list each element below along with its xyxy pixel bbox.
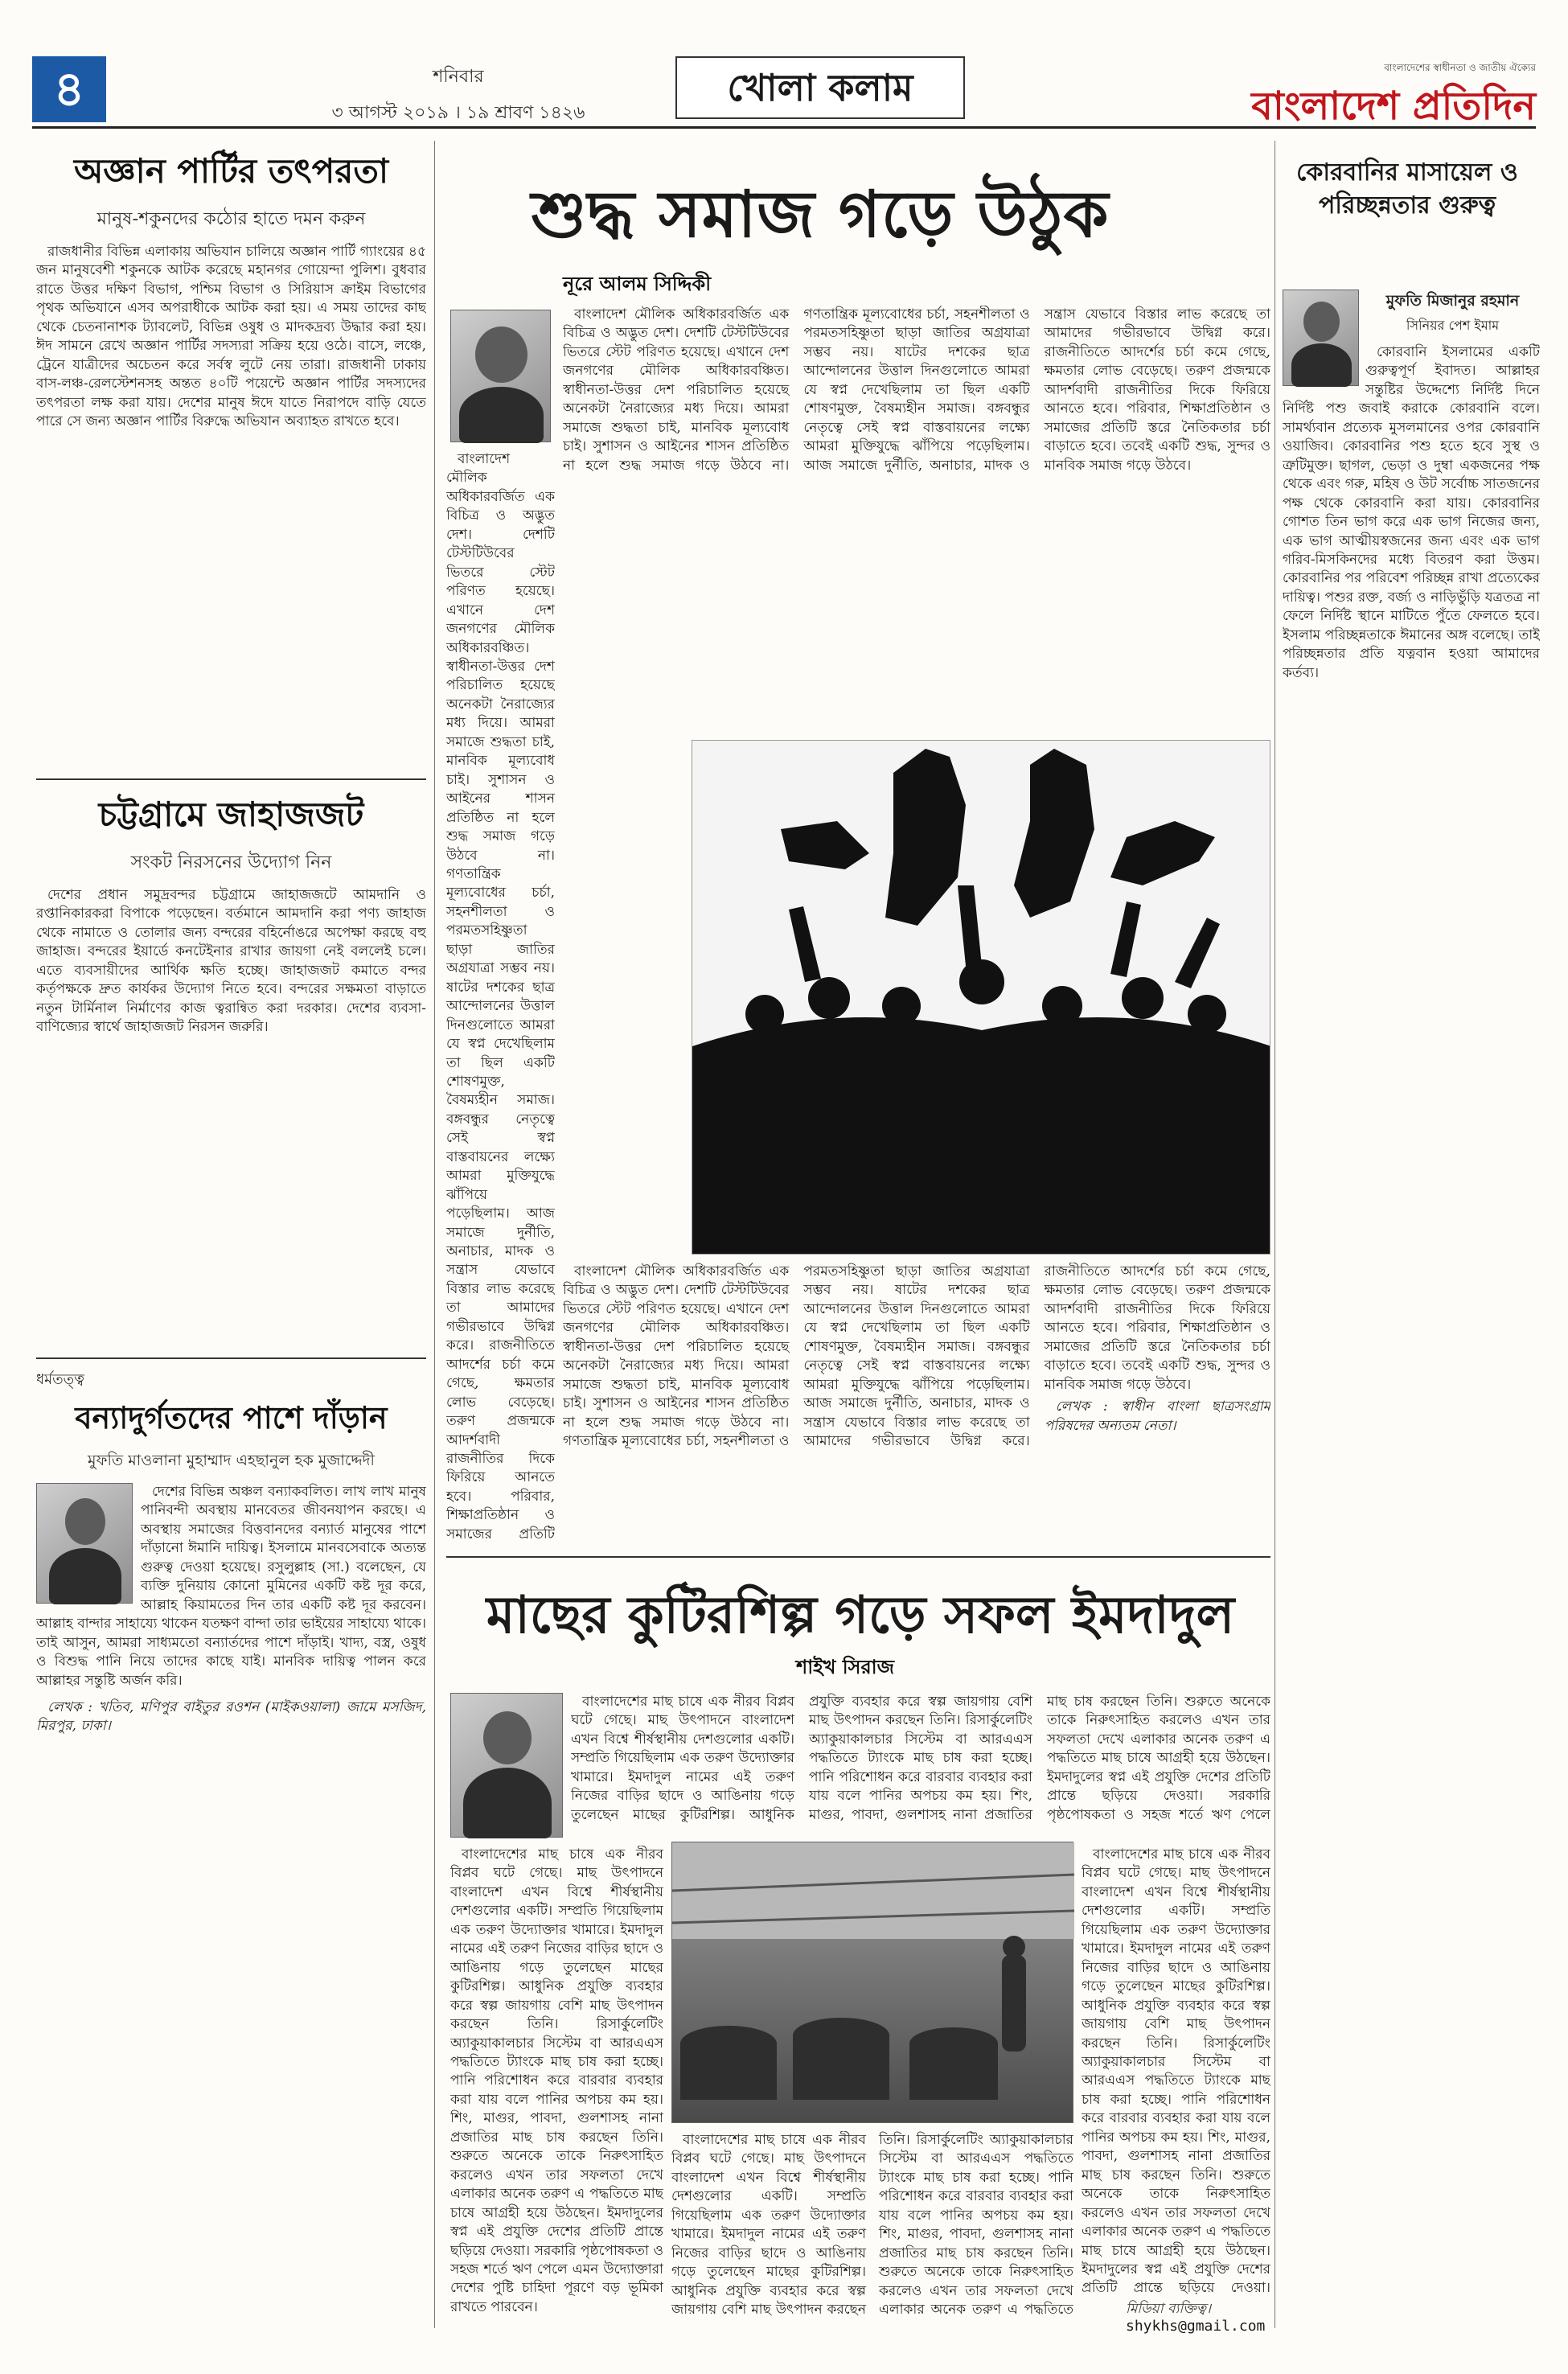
masthead-tagline: বাংলাদেশের স্বাধীনতা ও জাতীয় ঐক্যের: [1384, 62, 1536, 73]
fish-body-left: [450, 1846, 663, 2328]
author-photo: [450, 1693, 563, 1838]
editorial-1-title: অজ্ঞান পার্টির তৎপরতা: [73, 151, 389, 191]
author-photo: [450, 310, 551, 442]
side-author: মুফতি মিজানুর রহমান: [1385, 292, 1520, 310]
religion-tag: ধর্মতত্ত্ব: [36, 1371, 84, 1388]
fish-body-bottom: [671, 2131, 1073, 2328]
page-header: [32, 56, 1536, 129]
editorial-2-title: চট্টগ্রামে জাহাজজট: [98, 795, 364, 834]
fish-body: বাংলাদেশের মাছ চাষে এক নীরব বিপ্লব ঘটে গেছে। মাছ উৎপাদনে বাংলাদেশ এখন বিশ্বে শীর্ষস্থানীয় দেশগুলোর একটি। সম্প্রতি গিয়েছিলাম এক তরুণ উদ্যোক্তার খামারে। ইমদাদুল নামের এই তরুণ নিজের বাড়ির ছাদে ও আঙিনায় গড়ে তুলেছেন মাছের কুটিরশিল্প। আধুনিক প্রযুক্তি ব্যবহার করে স্বল্প জায়গায় বেশি মাছ উৎপাদন করছেন তিনি। রিসার্কুলেটিং অ্যাকুয়াকালচার সিস্টেম বা আরএএস পদ্ধতিতে ট্যাংকে মাছ চাষ করা হচ্ছে। পানি পরিশোধন করে বারবার ব্যবহার করা যায় বলে পানির অপচয় কম হয়। শিং, মাগুর, পাবদা, গুলশাসহ নানা প্রজাতির মাছ চাষ করছেন তিনি। শুরুতে অনেকে তাকে নিরুৎসাহিত করলেও এখন তার সফলতা দেখে এলাকার অনেক তরুণ এ পদ্ধতিতে মাছ চাষে আগ্রহী হয়ে উঠছেন। ইমদাদুলের স্বপ্ন এই প্রযুক্তি দেশের প্রতিটি প্রান্তে ছড়িয়ে দেওয়া। সরকারি পৃষ্ঠপোষকতা ও সহজ শর্তে ঋণ পেলে: [571, 1694, 1270, 1823]
editorial-1-subtitle: মানুষ-শকুনদের কঠোর হাতে দমন করুন: [96, 209, 366, 229]
editorial-2-body: দেশের প্রধান সমুদ্রবন্দর চট্টগ্রামে জাহাজজটে আমদানি ও রপ্তানিকারকরা বিপাকে পড়েছেন। বর্তমানে আমদানি করা পণ্য জাহাজ থেকে নামাতে ও তোলার জন্য বন্দরের বহির্নোঙরে অপেক্ষা করছে বহু জাহাজ। বন্দরের ইয়ার্ডে কনটেইনার রাখার জায়গা নেই বললেই চলে। এতে ব্যবসায়ীদের আর্থিক ক্ষতি হচ্ছে। জাহাজজট কমাতে বন্দর কর্তৃপক্ষকে দ্রুত কার্যকর উদ্যোগ নিতে হবে। বন্দরের সক্ষমতা বাড়াতে নতুন টার্মিনাল নির্মাণের কাজ ত্বরান্বিত করা দরকার। দেশের ব্যবসা-বাণিজ্যের স্বার্থে জাহাজজট নিরসন জরুরি।: [36, 887, 426, 1036]
fish-tanks-image: [672, 1842, 1074, 2124]
main-illustration: [692, 740, 1270, 1255]
author-photo: [1283, 290, 1359, 386]
fish-headline: মাছের কুটিরশিল্প গড়ে সফল ইমদাদুল: [486, 1586, 1235, 1645]
main-footnote: লেখক : স্বাধীন বাংলা ছাত্রসংগ্রাম পরিষদের অন্যতম নেতা।: [1044, 1399, 1270, 1434]
religion-author: মুফতি মাওলানা মুহাম্মাদ এহছানুল হক মুজাদ্দেদী: [88, 1452, 375, 1469]
dateline-day: শনিবার: [433, 67, 484, 87]
religion-body: দেশের বিভিন্ন অঞ্চল বন্যাকবলিত। লাখ লাখ মানুষ পানিবন্দী অবস্থায় মানবেতর জীবনযাপন করছে। এ অবস্থায় সমাজের বিত্তবানদের বন্যার্ত মানুষের পাশে দাঁড়ানো ঈমানি দায়িত্ব। ইসলামে মানবসেবাকে অত্যন্ত গুরুত্ব দেওয়া হয়েছে। রসুলুল্লাহ (সা.) বলেছেন, যে ব্যক্তি দুনিয়ায় কোনো মুমিনের একটি কষ্ট দূর করে, আল্লাহ কিয়ামতের দিন তার একটি কষ্ট দূর করবেন। আল্লাহ বান্দার সাহায্যে থাকেন যতক্ষণ বান্দা তার ভাইয়ের সাহায্যে থাকে। তাই আসুন, আমরা সাধ্যমতো বন্যার্তদের পাশে দাঁড়াই। খাদ্য, বস্ত্র, ওষুধ ও বিশুদ্ধ পানি নিয়ে তাদের কাছে যাই। মানবিক দায়িত্ব পালন করে আল্লাহর সন্তুষ্টি অর্জন করি।: [36, 1484, 426, 1689]
masthead-logo: বাংলাদেশ প্রতিদিন: [1251, 84, 1536, 129]
religion-footnote: লেখক : খতিব, মণিপুর বাইতুর রওশন (মাইকওয়ালা) জামে মসজিদ, মিরপুর, ঢাকা।: [36, 1698, 426, 1735]
section-divider: [36, 778, 426, 780]
main-article-body-top: [563, 306, 1270, 732]
page-number: ৪: [32, 56, 106, 122]
section-title: খোলা কলাম: [675, 56, 965, 119]
side-headline: কোরবানির মাসায়েল ও পরিচ্ছন্নতার গুরুত্ব: [1296, 158, 1518, 220]
fish-body-top: [571, 1693, 1270, 1830]
fish-body-cont3: বাংলাদেশের মাছ চাষে এক নীরব বিপ্লব ঘটে গেছে। মাছ উৎপাদনে বাংলাদেশ এখন বিশ্বে শীর্ষস্থানীয় দেশগুলোর একটি। সম্প্রতি গিয়েছিলাম এক তরুণ উদ্যোক্তার খামারে। ইমদাদুল নামের এই তরুণ নিজের বাড়ির ছাদে ও আঙিনায় গড়ে তুলেছেন মাছের কুটিরশিল্প। আধুনিক প্রযুক্তি ব্যবহার করে স্বল্প জায়গায় বেশি মাছ উৎপাদন করছেন তিনি। রিসার্কুলেটিং অ্যাকুয়াকালচার সিস্টেম বা আরএএস পদ্ধতিতে ট্যাংকে মাছ চাষ করা হচ্ছে। পানি পরিশোধন করে বারবার ব্যবহার করা যায় বলে পানির অপচয় কম হয়। শিং, মাগুর, পাবদা, গুলশাসহ নানা প্রজাতির মাছ চাষ করছেন তিনি। শুরুতে অনেকে তাকে নিরুৎসাহিত করলেও এখন তার সফলতা দেখে এলাকার অনেক তরুণ এ পদ্ধতিতে: [671, 2132, 1073, 2319]
hands-crowd-illustration: [692, 741, 1270, 1255]
religion-title: বন্যাদুর্গতদের পাশে দাঁড়ান: [75, 1400, 388, 1435]
fish-body-cont2: বাংলাদেশের মাছ চাষে এক নীরব বিপ্লব ঘটে গেছে। মাছ উৎপাদনে বাংলাদেশ এখন বিশ্বে শীর্ষস্থানীয় দেশগুলোর একটি। সম্প্রতি গিয়েছিলাম এক তরুণ উদ্যোক্তার খামারে। ইমদাদুল নামের এই তরুণ নিজের বাড়ির ছাদে ও আঙিনায় গড়ে তুলেছেন মাছের কুটিরশিল্প। আধুনিক প্রযুক্তি ব্যবহার করে স্বল্প জায়গায় বেশি মাছ উৎপাদন করছেন তিনি। রিসার্কুলেটিং অ্যাকুয়াকালচার সিস্টেম বা আরএএস পদ্ধতিতে ট্যাংকে মাছ চাষ করা হচ্ছে। পানি পরিশোধন করে বারবার ব্যবহার করা যায় বলে পানির অপচয় কম হয়। শিং, মাগুর, পাবদা, গুলশাসহ নানা প্রজাতির মাছ চাষ করছেন তিনি। শুরুতে অনেকে তাকে নিরুৎসাহিত করলেও এখন তার সফলতা দেখে এলাকার অনেক তরুণ এ পদ্ধতিতে মাছ চাষে আগ্রহী হয়ে উঠছেন। ইমদাদুলের স্বপ্ন এই প্রযুক্তি দেশের প্রতিটি প্রান্তে ছড়িয়ে দেওয়া।: [1082, 1846, 1270, 2296]
main-article-body-end: বাংলাদেশ মৌলিক অধিকারবর্জিত এক বিচিত্র ও অদ্ভুত দেশ। দেশটি টেস্টটিউবের ভিতরে স্টেট পরিণত হয়েছে। এখানে দেশ জনগণের মৌলিক অধিকারবঞ্চিত। স্বাধীনতা-উত্তর দেশ পরিচালিত হয়েছে অনেকটা নৈরাজ্যের মধ্য দিয়ে। আমরা সমাজে শুদ্ধতা চাই, মানবিক মূল্যবোধ চাই। সুশাসন ও আইনের শাসন প্রতিষ্ঠিত না হলে শুদ্ধ সমাজ গড়ে উঠবে না। গণতান্ত্রিক মূল্যবোধের চর্চা, সহনশীলতা ও পরমতসহিষ্ণুতা ছাড়া জাতির অগ্রযাত্রা সম্ভব নয়। ষাটের দশকের ছাত্র আন্দোলনের উত্তাল দিনগুলোতে আমরা যে স্বপ্ন দেখেছিলাম তা ছিল একটি শোষণমুক্ত, বৈষম্যহীন সমাজ। বঙ্গবন্ধুর নেতৃত্বে সেই স্বপ্ন বাস্তবায়নের লক্ষ্যে আমরা মুক্তিযুদ্ধে ঝাঁপিয়ে পড়েছিলাম। আজ সমাজে দুর্নীতি, অনাচার, মাদক ও সন্ত্রাস যেভাবে বিস্তার লাভ করেছে তা আমাদের গভীরভাবে উদ্বিগ্ন করে। রাজনীতিতে আদর্শের চর্চা কমে গেছে, ক্ষমতার লোভ বেড়েছে। তরুণ প্রজন্মকে আদর্শবাদী রাজনীতির দিকে ফিরিয়ে আনতে হবে। পরিবার, শিক্ষাপ্রতিষ্ঠান ও সমাজের প্রতিটি স্তরে নৈতিকতার চর্চা বাড়াতে হবে। তবেই একটি শুদ্ধ, সুন্দর ও মানবিক সমাজ গড়ে উঠবে।: [563, 1263, 1270, 1450]
editorial-1: [36, 145, 426, 772]
author-photo: [36, 1483, 133, 1604]
dateline-date: ৩ আগস্ট ২০১৯ । ১৯ শ্রাবণ ১৪২৬: [331, 103, 585, 123]
dateline: [298, 63, 619, 129]
fish-footnote: মিডিয়া ব্যক্তিত্ব।: [1126, 2301, 1211, 2317]
main-byline: নূরে আলম সিদ্দিকী: [563, 273, 712, 295]
fish-byline: শাইখ সিরাজ: [796, 1656, 895, 1678]
fish-body-cont: বাংলাদেশের মাছ চাষে এক নীরব বিপ্লব ঘটে গেছে। মাছ উৎপাদনে বাংলাদেশ এখন বিশ্বে শীর্ষস্থানীয় দেশগুলোর একটি। সম্প্রতি গিয়েছিলাম এক তরুণ উদ্যোক্তার খামারে। ইমদাদুল নামের এই তরুণ নিজের বাড়ির ছাদে ও আঙিনায় গড়ে তুলেছেন মাছের কুটিরশিল্প। আধুনিক প্রযুক্তি ব্যবহার করে স্বল্প জায়গায় বেশি মাছ উৎপাদন করছেন তিনি। রিসার্কুলেটিং অ্যাকুয়াকালচার সিস্টেম বা আরএএস পদ্ধতিতে ট্যাংকে মাছ চাষ করা হচ্ছে। পানি পরিশোধন করে বারবার ব্যবহার করা যায় বলে পানির অপচয় কম হয়। শিং, মাগুর, পাবদা, গুলশাসহ নানা প্রজাতির মাছ চাষ করছেন তিনি। শুরুতে অনেকে তাকে নিরুৎসাহিত করলেও এখন তার সফলতা দেখে এলাকার অনেক তরুণ এ পদ্ধতিতে মাছ চাষে আগ্রহী হয়ে উঠছেন। ইমদাদুলের স্বপ্ন এই প্রযুক্তি দেশের প্রতিটি প্রান্তে ছড়িয়ে দেওয়া। সরকারি পৃষ্ঠপোষকতা ও সহজ শর্তে ঋণ পেলে এমন উদ্যোক্তারা দেশের পুষ্টি চাহিদা পূরণে বড় ভূমিকা রাখতে পারবেন।: [450, 1846, 663, 2315]
section-divider: [36, 1357, 426, 1359]
religion-article: [36, 1363, 426, 2328]
side-body: কোরবানি ইসলামের একটি গুরুত্বপূর্ণ ইবাদত। আল্লাহর সন্তুষ্টির উদ্দেশ্যে নির্দিষ্ট দিনে নির্দিষ্ট পশু জবাই করাকে কোরবানি বলে। সামর্থ্যবান প্রত্যেক মুসলমানের ওপর কোরবানি ওয়াজিব। কোরবানির পশু হতে হবে সুস্থ ও ত্রুটিমুক্ত। ছাগল, ভেড়া ও দুম্বা একজনের পক্ষ থেকে এবং গরু, মহিষ ও উট সর্বোচ্চ সাতজনের পক্ষ থেকে কোরবানি করা যায়। কোরবানির গোশত তিন ভাগ করে এক ভাগ নিজের জন্য, এক ভাগ আত্মীয়স্বজনের জন্য এবং এক ভাগ গরিব-মিসকিনদের মধ্যে বিতরণ করা উত্তম। কোরবানির পর পরিবেশ পরিচ্ছন্ন রাখা প্রত্যেকের দায়িত্ব। পশুর রক্ত, বর্জ্য ও নাড়িভুঁড়ি যত্রতত্র না ফেলে নির্দিষ্ট স্থানে মাটিতে পুঁতে ফেলতে হবে। ইসলাম পরিচ্ছন্নতাকে ঈমানের অঙ্গ বলেছে। তাই পরিচ্ছন্নতার প্রতি যত্নবান হওয়া আমাদের কর্তব্য।: [1283, 344, 1540, 681]
editorial-2: [36, 788, 426, 1351]
main-article-body-cont: বাংলাদেশ মৌলিক অধিকারবর্জিত এক বিচিত্র ও অদ্ভুত দেশ। দেশটি টেস্টটিউবের ভিতরে স্টেট পরিণত হয়েছে। এখানে দেশ জনগণের মৌলিক অধিকারবঞ্চিত। স্বাধীনতা-উত্তর দেশ পরিচালিত হয়েছে অনেকটা নৈরাজ্যের মধ্য দিয়ে। আমরা সমাজে শুদ্ধতা চাই, মানবিক মূল্যবোধ চাই। সুশাসন ও আইনের শাসন প্রতিষ্ঠিত না হলে শুদ্ধ সমাজ গড়ে উঠবে না। গণতান্ত্রিক মূল্যবোধের চর্চা, সহনশীলতা ও পরমতসহিষ্ণুতা ছাড়া জাতির অগ্রযাত্রা সম্ভব নয়। ষাটের দশকের ছাত্র আন্দোলনের উত্তাল দিনগুলোতে আমরা যে স্বপ্ন দেখেছিলাম তা ছিল একটি শোষণমুক্ত, বৈষম্যহীন সমাজ। বঙ্গবন্ধুর নেতৃত্বে সেই স্বপ্ন বাস্তবায়নের লক্ষ্যে আমরা মুক্তিযুদ্ধে ঝাঁপিয়ে পড়েছিলাম। আজ সমাজে দুর্নীতি, অনাচার, মাদক ও সন্ত্রাস যেভাবে বিস্তার লাভ করেছে তা আমাদের গভীরভাবে উদ্বিগ্ন করে। রাজনীতিতে আদর্শের চর্চা কমে গেছে, ক্ষমতার লোভ বেড়েছে। তরুণ প্রজন্মকে আদর্শবাদী রাজনীতির দিকে ফিরিয়ে আনতে হবে। পরিবার, শিক্ষাপ্রতিষ্ঠান ও সমাজের প্রতিটি: [446, 451, 555, 1542]
main-article-body: বাংলাদেশ মৌলিক অধিকারবর্জিত এক বিচিত্র ও অদ্ভুত দেশ। দেশটি টেস্টটিউবের ভিতরে স্টেট পরিণত হয়েছে। এখানে দেশ জনগণের মৌলিক অধিকারবঞ্চিত। স্বাধীনতা-উত্তর দেশ পরিচালিত হয়েছে অনেকটা নৈরাজ্যের মধ্য দিয়ে। আমরা সমাজে শুদ্ধতা চাই, মানবিক মূল্যবোধ চাই। সুশাসন ও আইনের শাসন প্রতিষ্ঠিত না হলে শুদ্ধ সমাজ গড়ে উঠবে না। গণতান্ত্রিক মূল্যবোধের চর্চা, সহনশীলতা ও পরমতসহিষ্ণুতা ছাড়া জাতির অগ্রযাত্রা সম্ভব নয়। ষাটের দশকের ছাত্র আন্দোলনের উত্তাল দিনগুলোতে আমরা যে স্বপ্ন দেখেছিলাম তা ছিল একটি শোষণমুক্ত, বৈষম্যহীন সমাজ। বঙ্গবন্ধুর নেতৃত্বে সেই স্বপ্ন বাস্তবায়নের লক্ষ্যে আমরা মুক্তিযুদ্ধে ঝাঁপিয়ে পড়েছিলাম। আজ সমাজে দুর্নীতি, অনাচার, মাদক ও সন্ত্রাস যেভাবে বিস্তার লাভ করেছে তা আমাদের গভীরভাবে উদ্বিগ্ন করে। রাজনীতিতে আদর্শের চর্চা কমে গেছে, ক্ষমতার লোভ বেড়েছে। তরুণ প্রজন্মকে আদর্শবাদী রাজনীতির দিকে ফিরিয়ে আনতে হবে। পরিবার, শিক্ষাপ্রতিষ্ঠান ও সমাজের প্রতিটি স্তরে নৈতিকতার চর্চা বাড়াতে হবে। তবেই একটি শুদ্ধ, সুন্দর ও মানবিক সমাজ গড়ে উঠবে।: [563, 306, 1270, 474]
fish-farm-photo: [671, 1842, 1073, 2123]
section-divider: [446, 1556, 1270, 1558]
main-article-body-left: [446, 450, 555, 1544]
fish-body-right: [1082, 1846, 1270, 2296]
side-author-role: সিনিয়র পেশ ইমাম: [1406, 318, 1500, 333]
author-email: shykhs@gmail.com: [1126, 2318, 1266, 2335]
editorial-2-subtitle: সংকট নিরসনের উদ্যোগ নিন: [130, 852, 332, 873]
editorial-1-body: রাজধানীর বিভিন্ন এলাকায় অভিযান চালিয়ে অজ্ঞান পার্টি গ্যাংয়ের ৪৫ জন মানুষবেশী শকুনকে আটক করেছে মহানগর গোয়েন্দা পুলিশ। বুধবার রাতে উত্তর দক্ষিণ বিভাগ, পশ্চিম বিভাগ ও সিরিয়াস ক্রাইম বিভাগের পৃথক অভিযানে এসব অপরাধীকে আটক করা হয়। এ সময় তাদের কাছ থেকে চেতনানাশক ট্যাবলেট, বিভিন্ন ওষুধ ও মাদকদ্রব্য উদ্ধার করা হয়। ঈদ সামনে রেখে অজ্ঞান পার্টির সদস্যরা সক্রিয় হয়ে ওঠে। বাসে, লঞ্চে, ট্রেনে যাত্রীদের অচেতন করে সর্বস্ব লুটে নেয় তারা। রাজধানী ঢাকায় বাস-লঞ্চ-রেলস্টেশনসহ অন্তত ৪০টি পয়েন্টে অজ্ঞান পার্টির সদস্যদের তৎপরতা লক্ষ করা যায়। দেশের মানুষ ঈদে যাতে নিরাপদে বাড়ি যেতে পারে সে জন্য অজ্ঞান পার্টির বিরুদ্ধে অভিযান অব্যাহত রাখতে হবে।: [36, 244, 426, 430]
side-article: [1283, 290, 1540, 2332]
column-divider: [434, 141, 435, 2328]
main-article-body-bottom: [563, 1263, 1270, 1536]
masthead: [1230, 61, 1536, 129]
main-headline: শুদ্ধ সমাজ গড়ে উঠুক: [531, 177, 1110, 252]
